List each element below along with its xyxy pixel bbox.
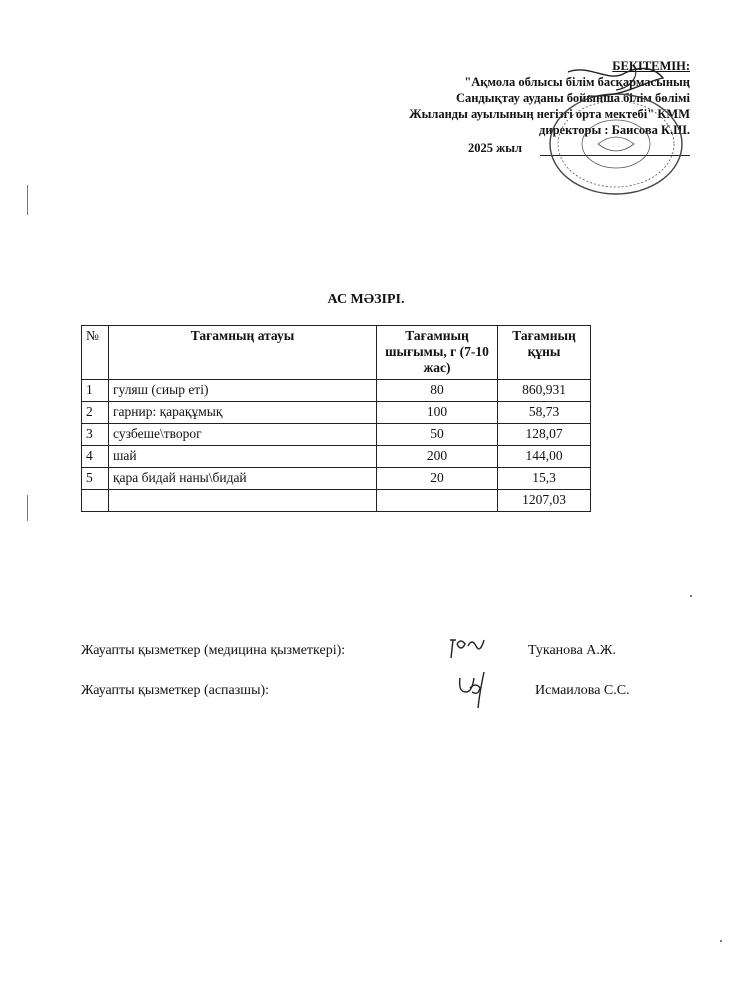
scan-speck (27, 185, 28, 215)
table-row (82, 468, 591, 490)
row-price: 15,3 (498, 468, 591, 490)
total-price: 1207,03 (498, 490, 591, 512)
table-row (82, 424, 591, 446)
row-num: 3 (82, 424, 109, 446)
responsible-cook-name: Исмаилова С.С. (535, 683, 630, 698)
header-dish-name: Тағамның атауы (109, 326, 377, 380)
responsible-cook-role: Жауапты қызметкер (аспазшы): (81, 683, 270, 698)
responsible-medical-role: Жауапты қызметкер (медицина қызметкері): (81, 643, 346, 658)
row-dish: гарнир: қарақұмық (109, 402, 377, 424)
row-output: 80 (377, 380, 498, 402)
row-num: 1 (82, 380, 109, 402)
approval-line-2: Сандықтау ауданы бойынша білім бөлімі (455, 91, 690, 105)
row-num: 2 (82, 402, 109, 424)
total-empty-name (109, 490, 377, 512)
approval-heading: БЕКІТЕМІН: (612, 59, 690, 73)
header-output: Тағамның шығымы, г (7-10 жас) (377, 326, 498, 380)
row-price: 58,73 (498, 402, 591, 424)
responsible-medical-name: Туканова А.Ж. (528, 643, 616, 658)
scan-speck (720, 940, 722, 942)
row-output: 100 (377, 402, 498, 424)
approval-line-1: "Ақмола облысы білім басқармасының (464, 75, 690, 89)
header-price: Тағамның құны (498, 326, 591, 380)
school-stamp (538, 66, 688, 196)
approval-line-3: Жыланды ауылының негізгі орта мектебі" КММ (409, 107, 690, 121)
total-empty-output (377, 490, 498, 512)
scan-speck (690, 595, 692, 597)
total-empty-num (82, 490, 109, 512)
row-dish: шай (109, 446, 377, 468)
row-dish: қара бидай наны\бидай (109, 468, 377, 490)
table-total-row (82, 490, 591, 512)
row-num: 5 (82, 468, 109, 490)
row-price: 128,07 (498, 424, 591, 446)
menu-table (81, 325, 591, 512)
scan-speck (27, 495, 28, 521)
row-price: 144,00 (498, 446, 591, 468)
table-row (82, 402, 591, 424)
header-num: № (82, 326, 109, 380)
table-header-row (82, 326, 591, 380)
row-dish: гуляш (сиыр еті) (109, 380, 377, 402)
row-dish: сузбеше\творог (109, 424, 377, 446)
table-row (82, 380, 591, 402)
medical-signature (448, 634, 488, 660)
approval-director: директоры : Баисова К.Ш. (539, 123, 690, 137)
approval-year: 2025 жыл (468, 141, 522, 155)
row-num: 4 (82, 446, 109, 468)
row-output: 20 (377, 468, 498, 490)
table-row (82, 446, 591, 468)
cook-signature (456, 668, 496, 712)
row-price: 860,931 (498, 380, 591, 402)
row-output: 50 (377, 424, 498, 446)
row-output: 200 (377, 446, 498, 468)
menu-title: АС МӘЗІРІ. (327, 292, 405, 307)
